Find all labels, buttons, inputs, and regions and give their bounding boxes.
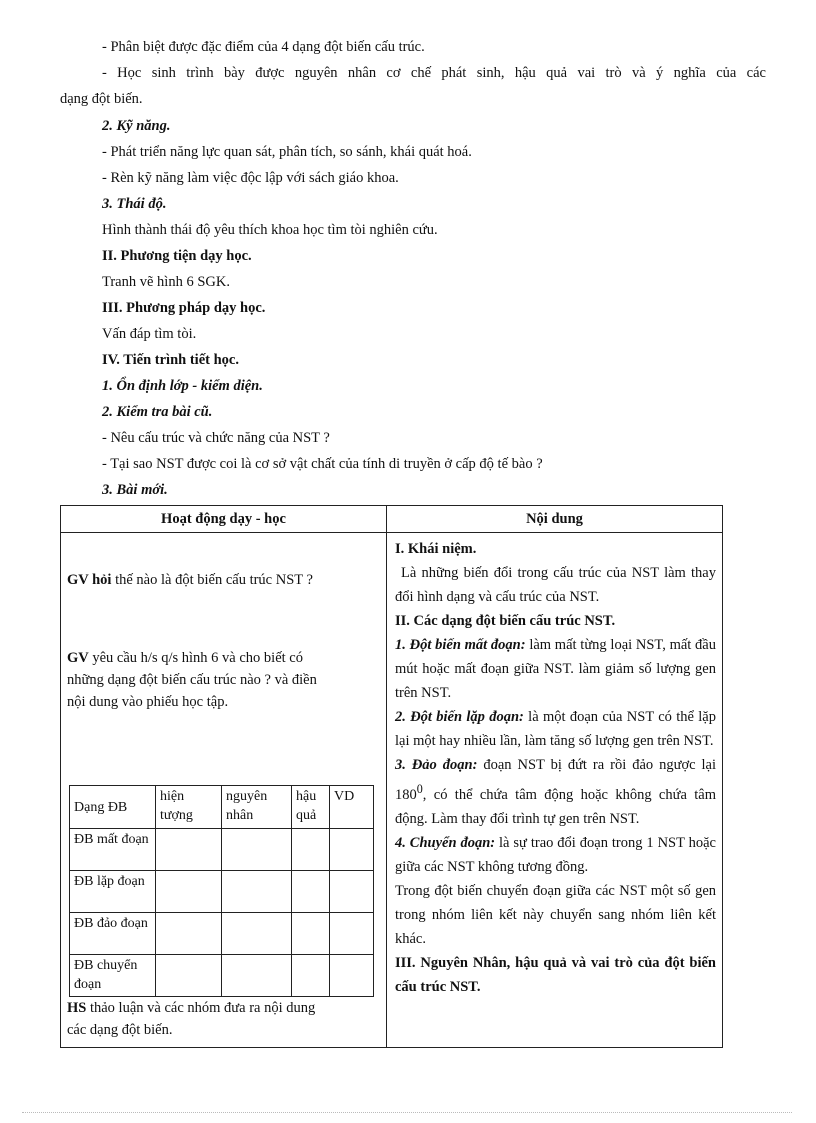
concept-text: Là những biến đổi trong cấu trúc của NST làm thay đổi hình dạng và cấu trúc của NST.	[395, 565, 716, 605]
attitude-heading: 3. Thái độ.	[102, 196, 167, 212]
ws-blank-cell[interactable]	[156, 955, 222, 997]
type-inversion-text-a: đoạn NST bị đứt ra rồi đảo ngược lại 180	[395, 757, 716, 803]
type-translocation-label: 4. Chuyển đoạn:	[395, 834, 496, 851]
skill-1: - Phát triển năng lực quan sát, phân tích, so sánh, khái quát hoá.	[102, 144, 472, 160]
gv-q2-line-1: yêu cầu h/s q/s hình 6 và cho biết có	[88, 650, 303, 666]
ws-blank-cell[interactable]	[156, 913, 222, 955]
ws-blank-cell[interactable]	[222, 955, 292, 997]
question-2: - Tại sao NST được coi là cơ sở vật chất của tính di truyền ở cấp độ tế bào ?	[102, 456, 543, 472]
gv-q2-line-2: những dạng đột biến cấu trúc nào ? và điền	[67, 672, 317, 688]
gv-label: GV hỏi	[67, 572, 112, 588]
ws-blank-cell[interactable]	[330, 829, 374, 871]
ws-row-duplication: ĐB lặp đoạn	[70, 871, 156, 913]
header-content: Nội dung	[387, 506, 723, 533]
ws-blank-cell[interactable]	[292, 829, 330, 871]
step-1: 1. Ổn định lớp - kiểm diện.	[102, 378, 263, 394]
gv-q2-line-3: nội dung vào phiếu học tập.	[67, 694, 229, 710]
type-deletion	[395, 633, 716, 705]
skills-heading: 2. Kỹ năng.	[102, 118, 171, 134]
ws-header-type: Dạng ĐB	[70, 786, 156, 829]
type-translocation-text: là sự trao đổi đoạn trong 1 NST hoặc giữa các NST không tương đồng.	[395, 834, 716, 875]
gv-question-2	[67, 647, 380, 713]
ws-blank-cell[interactable]	[330, 871, 374, 913]
causes-heading: III. Nguyên Nhân, hậu quả và vai trò của đột biến cấu trúc NST.	[395, 954, 716, 995]
question-1: - Nêu cấu trúc và chức năng của NST ?	[102, 430, 330, 446]
type-deletion-label: 1. Đột biến mất đoạn:	[395, 637, 526, 653]
hs-line-2: các dạng đột biến.	[67, 1022, 173, 1038]
skill-2: - Rèn kỹ năng làm việc độc lập với sách giáo khoa.	[102, 170, 399, 186]
intro-line-2a: - Học sinh trình bày được nguyên nhân cơ chế phát sinh, hậu quả vai trò và ý nghĩa của các	[102, 65, 766, 81]
gv-question-1-text: thế nào là đột biến cấu trúc NST ?	[111, 572, 313, 588]
type-inversion-label: 3. Đảo đoạn:	[395, 757, 478, 773]
lesson-table	[60, 505, 723, 1048]
step-3: 3. Bài mới.	[102, 482, 168, 498]
intro-line-2b: dạng đột biến.	[60, 91, 143, 107]
type-duplication	[395, 705, 716, 753]
ws-blank-cell[interactable]	[156, 829, 222, 871]
ws-blank-cell[interactable]	[330, 955, 374, 997]
ws-blank-cell[interactable]	[222, 829, 292, 871]
ws-header-consequence: hậu quả	[292, 786, 330, 829]
ws-blank-cell[interactable]	[330, 913, 374, 955]
gv-label-2: GV	[67, 650, 89, 666]
type-duplication-text: là một đoạn của NST có thể lặp lại một hay nhiều lần, làm tăng số lượng gen trên NST.	[395, 709, 716, 749]
step-2: 2. Kiểm tra bài cũ.	[102, 404, 213, 420]
type-inversion	[395, 753, 716, 831]
type-translocation	[395, 831, 716, 879]
attitude-text: Hình thành thái độ yêu thích khoa học tìm tòi nghiên cứu.	[102, 222, 438, 238]
hs-label: HS	[67, 1000, 87, 1016]
ws-blank-cell[interactable]	[292, 871, 330, 913]
translocation-extra: Trong đột biến chuyển đoạn giữa các NST một số gen trong nhóm liên kết này chuyển sang nhóm liên kết khác.	[395, 882, 716, 947]
ws-row-deletion: ĐB mất đoạn	[70, 829, 156, 871]
ws-blank-cell[interactable]	[292, 955, 330, 997]
hs-discussion	[67, 997, 380, 1041]
degree-superscript: 0	[416, 782, 423, 796]
ws-header-phenomenon: hiện tượng	[156, 786, 222, 829]
method-text: Vấn đáp tìm tòi.	[102, 326, 197, 342]
ws-blank-cell[interactable]	[292, 913, 330, 955]
content-cell	[387, 533, 723, 1048]
ws-row-inversion: ĐB đảo đoạn	[70, 913, 156, 955]
means-text: Tranh vẽ hình 6 SGK.	[102, 274, 230, 290]
type-inversion-text-b: , có thể chứa tâm động hoặc không chứa tâm động. Làm thay đổi trình tự gen trên NST.	[395, 786, 716, 827]
ws-header-cause: nguyên nhân	[222, 786, 292, 829]
type-duplication-label: 2. Đột biến lặp đoạn:	[395, 709, 524, 725]
activities-cell	[61, 533, 387, 1048]
ws-row-translocation: ĐB chuyển đoạn	[70, 955, 156, 997]
ws-blank-cell[interactable]	[222, 871, 292, 913]
hs-line-1: thảo luận và các nhóm đưa ra nội dung	[86, 1000, 316, 1016]
means-heading: II. Phương tiện dạy học.	[102, 248, 252, 264]
type-deletion-text: làm mất từng loại NST, mất đầu mút hoặc mất đoạn giữa NST. làm giảm số lượng gen trên NST.	[395, 637, 716, 701]
worksheet-table	[69, 785, 374, 997]
ws-blank-cell[interactable]	[156, 871, 222, 913]
ws-header-example: VD	[330, 786, 374, 829]
concept-heading: I. Khái niệm.	[395, 541, 477, 557]
page-bottom-rule	[22, 1112, 792, 1113]
method-heading: III. Phương pháp dạy học.	[102, 300, 266, 316]
intro-line-1: - Phân biệt được đặc điểm của 4 dạng đột biến cấu trúc.	[102, 39, 425, 55]
gv-question-1	[67, 569, 380, 591]
header-activities: Hoạt động dạy - học	[61, 506, 387, 533]
ws-blank-cell[interactable]	[222, 913, 292, 955]
process-heading: IV. Tiến trình tiết học.	[102, 352, 239, 368]
types-heading: II. Các dạng đột biến cấu trúc NST.	[395, 613, 616, 629]
